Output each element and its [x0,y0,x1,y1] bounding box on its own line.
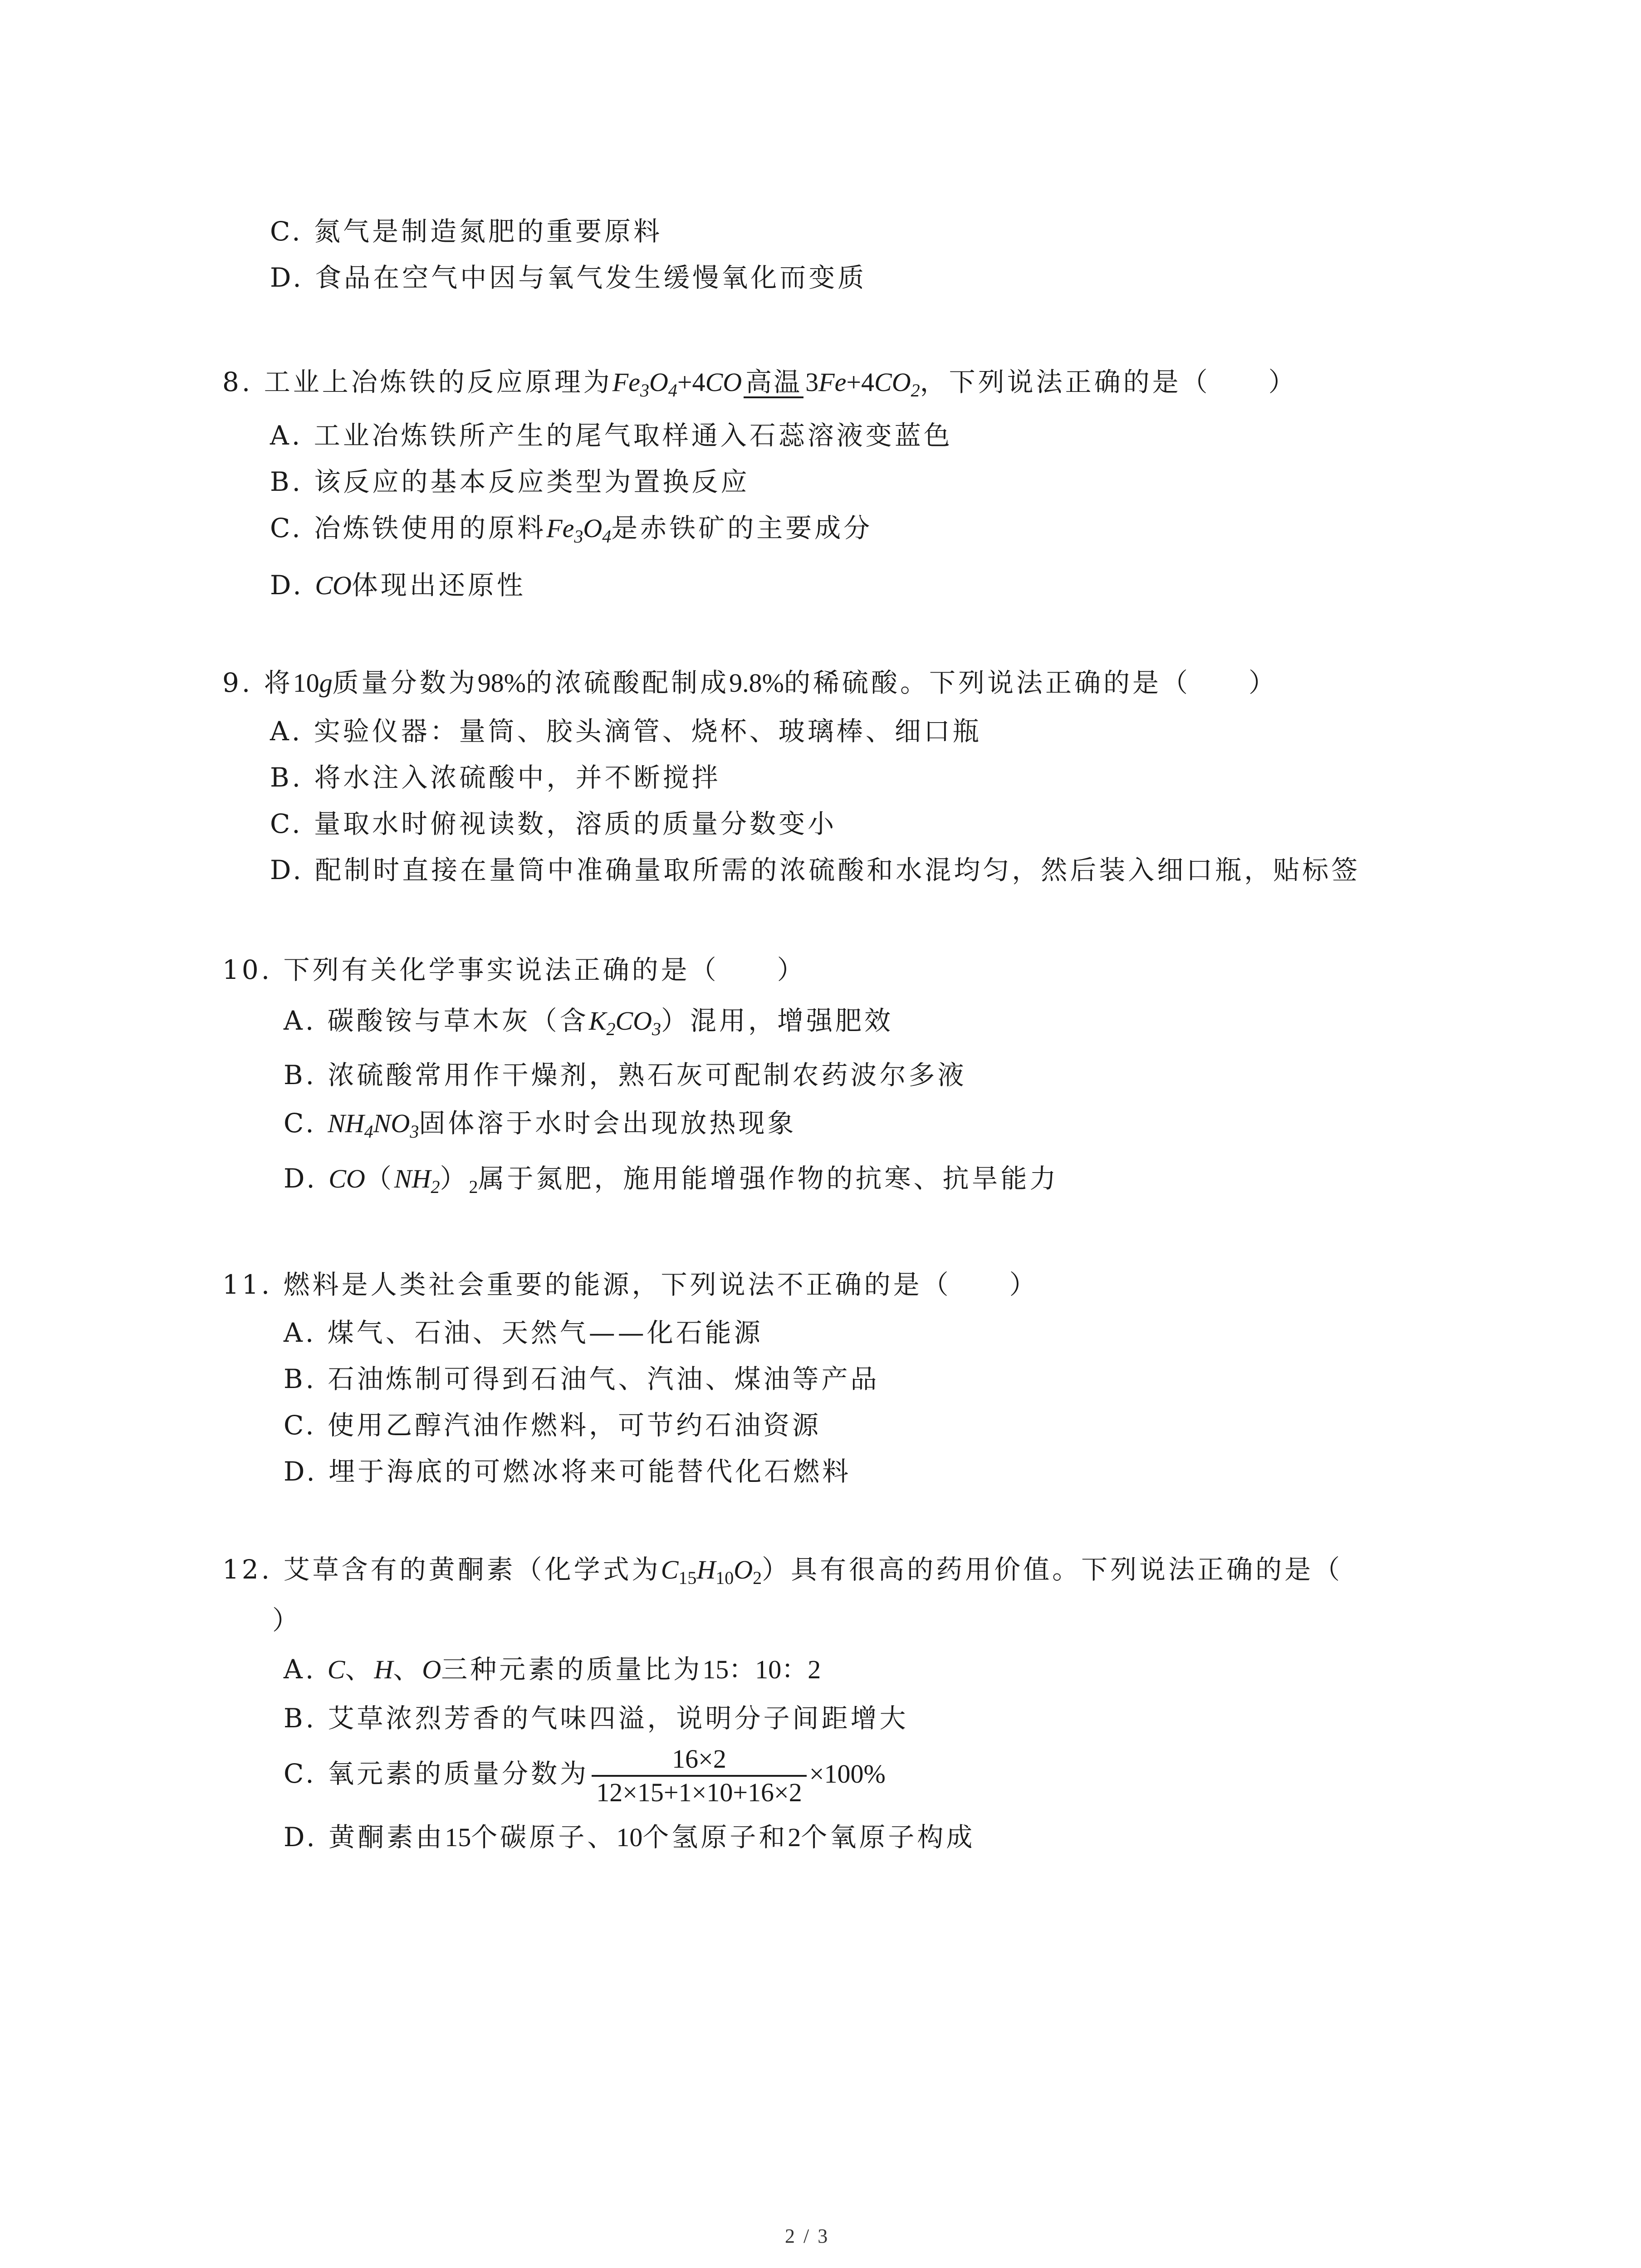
reaction-condition: 高温 [744,367,803,398]
q11-option-d: D. 埋于海底的可燃冰将来可能替代化石燃料 [284,1456,852,1487]
q8-stem: 8. 工业上冶炼铁的反应原理为$Fe_3O_4+4CO$ 高温 $3Fe+4CO_2$，下列说法正确的是（ ） [222,367,1298,401]
q9-stem: 9. 将10g质量分数为98%的浓硫酸配制成9.8%的稀硫酸。下列说法正确的是（ ） [222,667,1278,698]
q8-option-b: B. 该反应的基本反应类型为置换反应 [270,466,750,497]
q10-option-a: A. 碳酸铵与草木灰（含$K_2CO_3$）混用，增强肥效 [284,1005,894,1039]
q12-option-b: B. 艾草浓烈芳香的气味四溢，说明分子间距增大 [284,1703,909,1734]
q9-option-d: D. 配制时直接在量筒中准确量取所需的浓硫酸和水混均匀，然后装入细口瓶，贴标签 [270,855,1361,885]
q8-option-a: A. 工业冶炼铁所产生的尾气取样通入石蕊溶液变蓝色 [270,420,953,451]
q10-stem: 10. 下列有关化学事实说法正确的是（ ） [222,954,806,985]
q7-option-d: D. 食品在空气中因与氧气发生缓慢氧化而变质 [270,262,867,293]
q9-option-c: C. 量取水时俯视读数，溶质的质量分数变小 [270,808,837,839]
q11-option-b: B. 石油炼制可得到石油气、汽油、煤油等产品 [284,1364,880,1394]
q10-option-d: D. $CO(NH_2)_2$属于氮肥，施用能增强作物的抗寒、抗旱能力 [284,1163,1059,1197]
q10-option-b: B. 浓硫酸常用作干燥剂，熟石灰可配制农药波尔多液 [284,1060,967,1090]
q12-stem-close: ） [272,1605,302,1636]
q8-option-c: C. 冶炼铁使用的原料$Fe_3O_4$是赤铁矿的主要成分 [270,513,873,547]
q12-stem: 12. 艾草含有的黄酮素（化学式为$C_{15}H_{10}O_2$）具有很高的药用价值。下列说法正确的是（ [222,1554,1343,1588]
q9-option-b: B. 将水注入浓硫酸中，并不断搅拌 [270,762,721,793]
q11-option-a: A. 煤气、石油、天然气——化石能源 [284,1317,763,1348]
q10-option-c: C. $NH_4NO_3$固体溶于水时会出现放热现象 [284,1108,797,1142]
q12-option-d: D. 黄酮素由15个碳原子、10个氢原子和2个氧原子构成 [284,1822,975,1853]
q11-option-c: C. 使用乙醇汽油作燃料，可节约石油资源 [284,1410,822,1441]
q8-option-d: D. CO体现出还原性 [270,570,526,601]
q11-stem: 11. 燃料是人类社会重要的能源，下列说法不正确的是（ ） [222,1269,1038,1300]
q12-option-a: A. C、H、O三种元素的质量比为15：10：2 [284,1654,821,1685]
mass-fraction-formula: $\frac{16\times 2}{12\times 15+1\times 10+16\times 2}$ [592,1745,807,1807]
page-number: 2 / 3 [785,2225,830,2247]
q9-option-a: A. 实验仪器：量筒、胶头滴管、烧杯、玻璃棒、细口瓶 [270,716,982,747]
q12-option-c: C. 氧元素的质量分数为 $\frac{16\times 2}{12\times 15+1\times 10+16\times 2}$ ×100% [284,1744,886,1807]
q7-option-c: C. 氮气是制造氮肥的重要原料 [270,216,663,247]
